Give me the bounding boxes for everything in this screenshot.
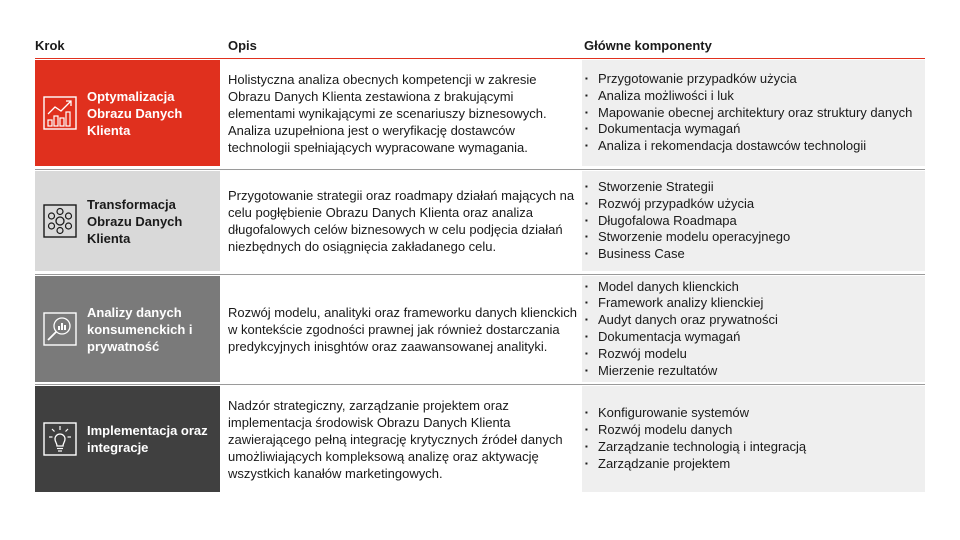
row-divider — [35, 169, 925, 170]
column-header-components: Główne komponenty — [584, 38, 712, 53]
list-item: ▪ Zarządzanie projektem — [598, 456, 806, 473]
list-item: ▪ Długofalowa Roadmapa — [598, 213, 790, 230]
table-row — [35, 276, 925, 382]
components-cell — [582, 60, 925, 166]
step-cell — [35, 386, 220, 492]
column-header-description: Opis — [228, 38, 257, 53]
list-item: ▪ Business Case — [598, 246, 790, 263]
list-item: ▪ Rozwój modelu danych — [598, 422, 806, 439]
description-text: Nadzór strategiczny, zarządzanie projektem oraz implementacja środowisk Obrazu Danych Klienta zawierającego pełną integrację krytycznych źródeł danych umożliwiających kompleksową analizę oraz aktywację wszystkich kanałów marketingowych. — [228, 397, 563, 481]
table-row — [35, 171, 925, 271]
list-item: ▪ Konfigurowanie systemów — [598, 405, 806, 422]
description-text: Przygotowanie strategii oraz roadmapy działań mających na celu pogłębienie Obrazu Danych Klienta oraz analiza długofalowych celów biznesowych w celu podjęcia działań niezbędnych do osiągnięcia zakładanego celu. — [228, 188, 575, 254]
components-cell — [582, 171, 925, 271]
column-header-step: Krok — [35, 38, 65, 53]
components-cell — [582, 276, 925, 382]
list-item: ▪ Model danych klienckich — [598, 279, 778, 296]
list-item: ▪ Stworzenie Strategii — [598, 179, 790, 196]
lightbulb-icon — [43, 422, 77, 456]
description-text: Rozwój modelu, analityki oraz frameworku danych klienckich w kontekście zgodności prawnej jak również dostarczania predykcyjnych inisghtów oraz zaawansowanej analityki. — [228, 304, 577, 354]
magnifier-chart-icon — [43, 312, 77, 346]
list-item: ▪ Rozwój przypadków użycia — [598, 196, 790, 213]
list-item: ▪ Stworzenie modelu operacyjnego — [598, 229, 790, 246]
list-item: ▪ Framework analizy klienckiej — [598, 295, 778, 312]
list-item: ▪ Przygotowanie przypadków użycia — [598, 71, 912, 88]
list-item: ▪ Mapowanie obecnej architektury oraz struktury danych — [598, 105, 912, 122]
table-row — [35, 60, 925, 166]
row-divider — [35, 274, 925, 275]
description-cell — [228, 171, 578, 271]
list-item: ▪ Dokumentacja wymagań — [598, 121, 912, 138]
step-cell — [35, 276, 220, 382]
row-divider — [35, 384, 925, 385]
step-label: Optymalizacja Obrazu Danych Klienta — [87, 88, 183, 138]
header-divider — [35, 58, 925, 59]
list-item: ▪ Audyt danych oraz prywatności — [598, 312, 778, 329]
description-cell — [228, 386, 578, 492]
step-label: Transformacja Obrazu Danych Klienta — [87, 196, 183, 246]
list-item: ▪ Dokumentacja wymagań — [598, 329, 778, 346]
step-label: Implementacja oraz integracje — [87, 423, 208, 455]
list-item: ▪ Analiza i rekomendacja dostawców technologii — [598, 138, 912, 155]
growth-chart-icon — [43, 96, 77, 130]
step-cell — [35, 171, 220, 271]
components-cell — [582, 386, 925, 492]
list-item: ▪ Rozwój modelu — [598, 346, 778, 363]
description-cell — [228, 276, 578, 382]
description-cell — [228, 60, 578, 166]
step-label: Analizy danych konsumenckich i prywatność — [87, 304, 193, 354]
description-text: Holistyczna analiza obecnych kompetencji w zakresie Obrazu Danych Klienta zestawiona z brakującymi elementami wynikającymi ze scenariuszy biznesowych. Analiza uzupełniona jest o weryfikację dostawców technologii spełniających wypracowane wymagania. — [228, 71, 547, 155]
step-cell — [35, 60, 220, 166]
list-item: ▪ Mierzenie rezultatów — [598, 363, 778, 380]
list-item: ▪ Zarządzanie technologią i integracją — [598, 439, 806, 456]
network-hexagon-icon — [43, 204, 77, 238]
table-row — [35, 386, 925, 492]
list-item: ▪ Analiza możliwości i luk — [598, 88, 912, 105]
